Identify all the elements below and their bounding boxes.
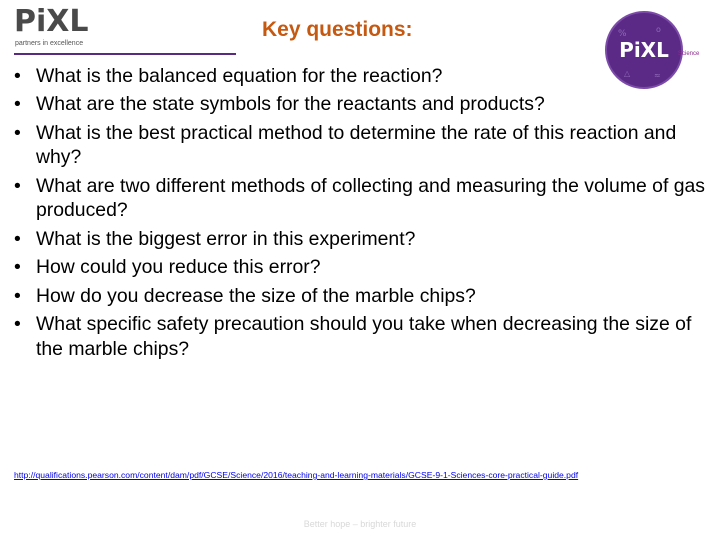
- bullet: •: [14, 93, 21, 116]
- svg-text:o: o: [656, 25, 661, 34]
- header-divider: [14, 53, 236, 55]
- reference-link[interactable]: http://qualifications.pearson.com/content/dam/pdf/GCSE/Science/2016/teaching-and-learning-materials/GCSE-9-1-Sciences-core-practical-guide.pdf: [14, 470, 579, 480]
- page-title: Key questions:: [262, 18, 413, 41]
- pixl-logo: [14, 6, 234, 56]
- question-item: [0, 92, 720, 117]
- bullet: •: [14, 121, 21, 144]
- question-text: What specific safety precaution should you take when decreasing the size of the marble chips?: [36, 312, 692, 360]
- logo-tagline: partners in excellence: [15, 40, 84, 47]
- svg-text:△: △: [624, 69, 631, 78]
- question-item: [0, 312, 720, 361]
- question-text: What is the best practical method to determine the rate of this reaction and why?: [36, 121, 677, 169]
- question-item: [0, 64, 720, 89]
- questions-list: [0, 64, 720, 365]
- question-item: [0, 227, 720, 252]
- question-item: [0, 174, 720, 223]
- question-text: What are the state symbols for the reactants and products?: [36, 93, 545, 116]
- bullet: •: [14, 312, 21, 335]
- logo-wordmark: PiXL: [14, 4, 89, 39]
- bullet: •: [14, 284, 21, 307]
- svg-text:%: %: [618, 29, 627, 39]
- footer-motto: Better hope – brighter future: [303, 519, 417, 529]
- question-text: What is the balanced equation for the reaction?: [36, 65, 443, 87]
- question-text: How could you reduce this error?: [36, 256, 321, 279]
- bullet: •: [14, 256, 21, 279]
- question-text: How do you decrease the size of the marble chips?: [36, 284, 476, 307]
- badge-subtext: Science: [678, 51, 700, 57]
- question-item: [0, 121, 720, 170]
- question-item: [0, 255, 720, 280]
- question-item: [0, 284, 720, 309]
- svg-text:≈: ≈: [654, 71, 661, 80]
- bullet: •: [14, 65, 21, 87]
- question-text: What is the biggest error in this experiment?: [36, 227, 416, 250]
- question-text: What are two different methods of collecting and measuring the volume of gas produced?: [36, 174, 705, 222]
- badge-wordmark: PiXL: [619, 38, 669, 62]
- bullet: •: [14, 174, 21, 197]
- bullet: •: [14, 227, 21, 250]
